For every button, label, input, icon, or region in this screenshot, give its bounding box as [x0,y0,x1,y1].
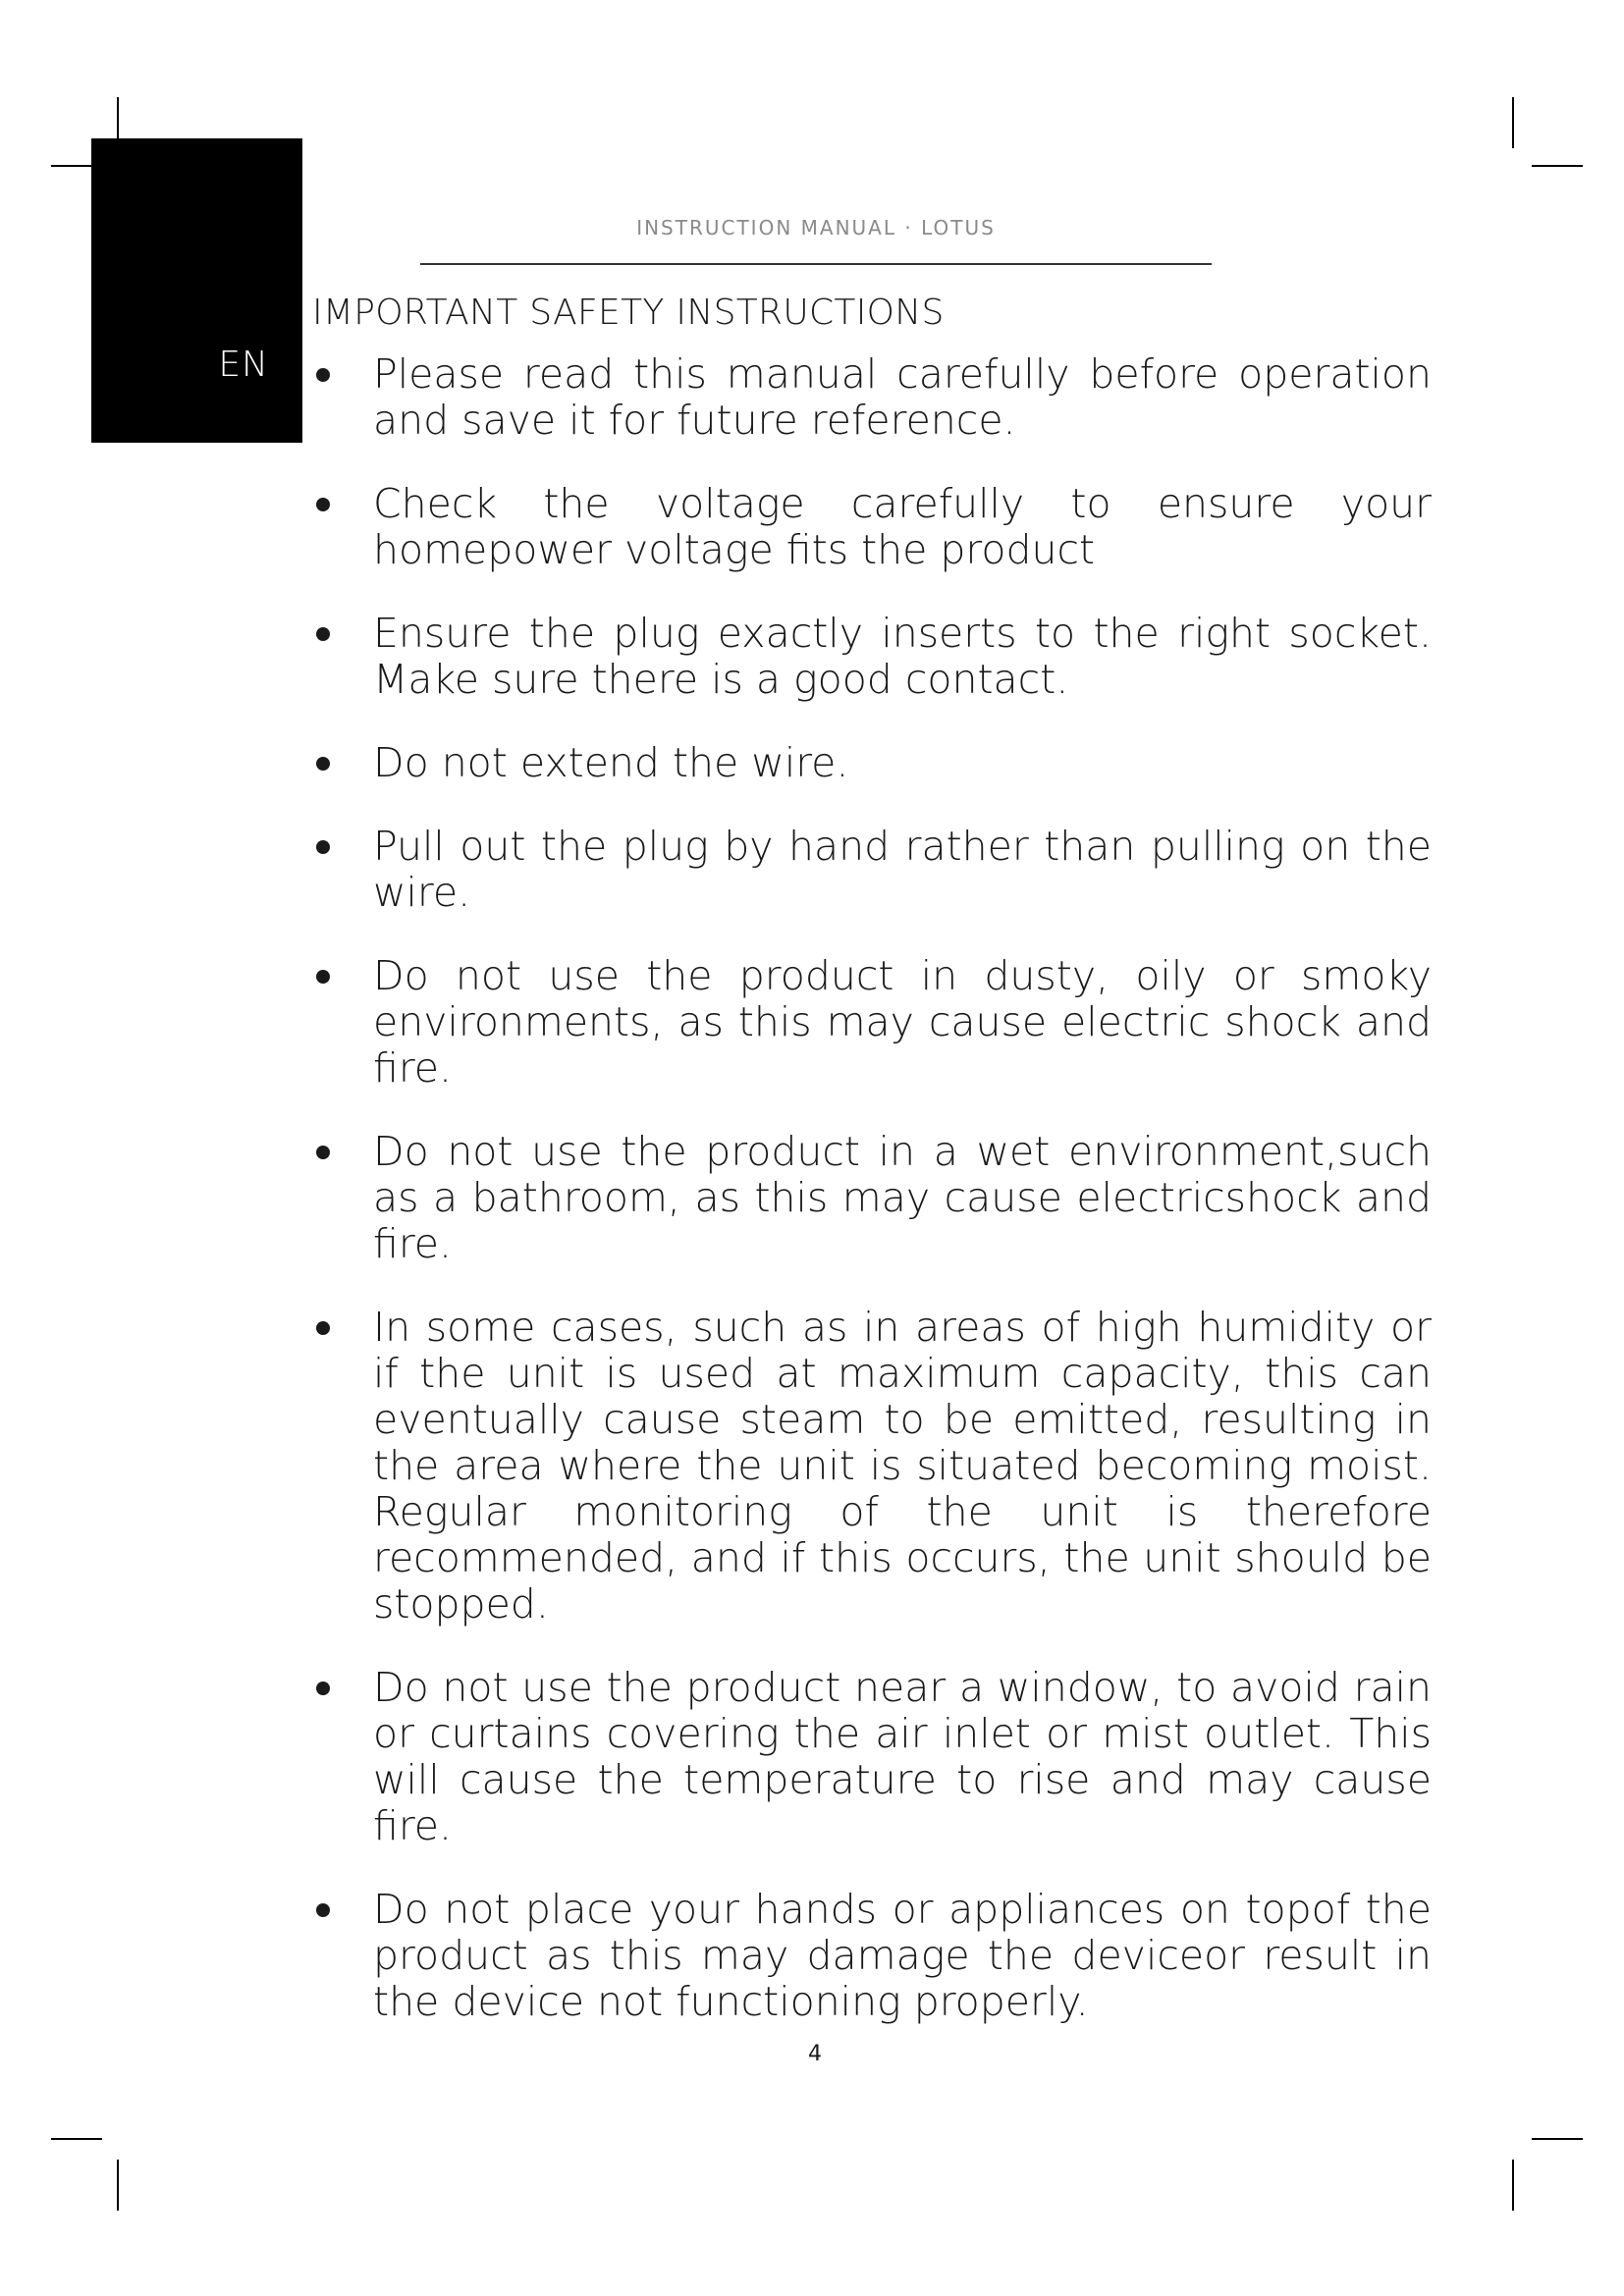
bullet-icon [316,1903,330,1917]
crop-mark-bottom-right-vertical [1512,2160,1514,2211]
list-item-text: Pull out the plug by hand rather than pulling on the wire. [373,823,1432,916]
list-item [312,1887,1432,2025]
list-item-text: Do not use the product in a wet environment,such as a bathroom, as this may cause electricshock and fire. [373,1128,1432,1267]
bullet-icon [316,757,330,771]
list-item-text: Do not extend the wire. [373,739,849,786]
bullet-icon [316,498,330,511]
list-item [312,1129,1432,1267]
page-number: 4 [808,2042,822,2066]
bullet-icon [316,1682,330,1695]
running-header: INSTRUCTION MANUAL · LOTUS [636,216,996,240]
list-item-text: Check the voltage carefully to ensure your homepower voltage fits the product [373,480,1432,573]
list-item [312,611,1432,703]
bullet-icon [316,1321,330,1335]
list-item-text: Do not place your hands or appliances on topof the product as this may damage the deviceor result in the device not functioning properly. [373,1886,1432,2025]
bullet-icon [316,368,330,382]
crop-mark-bottom-left-horizontal [51,2138,102,2140]
list-item [312,740,1432,786]
list-item-text: Do not use the product near a window, to avoid rain or curtains covering the air inlet or mist outlet. This will cause the temperature to rise and may cause fire. [373,1664,1432,1849]
safety-instructions-list [312,351,1432,2062]
language-tab-label: EN [218,345,269,385]
bullet-icon [316,840,330,854]
crop-mark-bottom-right-horizontal [1532,2138,1583,2140]
bullet-icon [316,627,330,641]
list-item-text: Do not use the product in dusty, oily or smoky environments, as this may cause electric shock and fire. [373,952,1432,1092]
language-tab [91,138,302,443]
bullet-icon [316,1146,330,1159]
crop-mark-top-right-horizontal [1532,165,1583,167]
list-item-text: In some cases, such as in areas of high humidity or if the unit is used at maximum capacity, this can eventually cause steam to be emitted, resulting in the area where the unit is situated becoming moist. Regular monitoring of the unit is therefore recommended, and if this occurs, the unit should be stopped. [373,1304,1432,1628]
header-divider [420,263,1212,265]
list-item [312,351,1432,444]
list-item-text: Ensure the plug exactly inserts to the right socket. Make sure there is a good contact. [373,610,1432,703]
list-item [312,1665,1432,1849]
list-item [312,1305,1432,1628]
bullet-icon [316,970,330,984]
section-title: IMPORTANT SAFETY INSTRUCTIONS [312,293,945,333]
list-item [312,953,1432,1092]
list-item [312,824,1432,916]
crop-mark-top-right-vertical [1512,97,1514,148]
crop-mark-bottom-left-vertical [117,2160,119,2211]
list-item-text: Please read this manual carefully before operation and save it for future reference. [373,350,1432,444]
list-item [312,481,1432,573]
